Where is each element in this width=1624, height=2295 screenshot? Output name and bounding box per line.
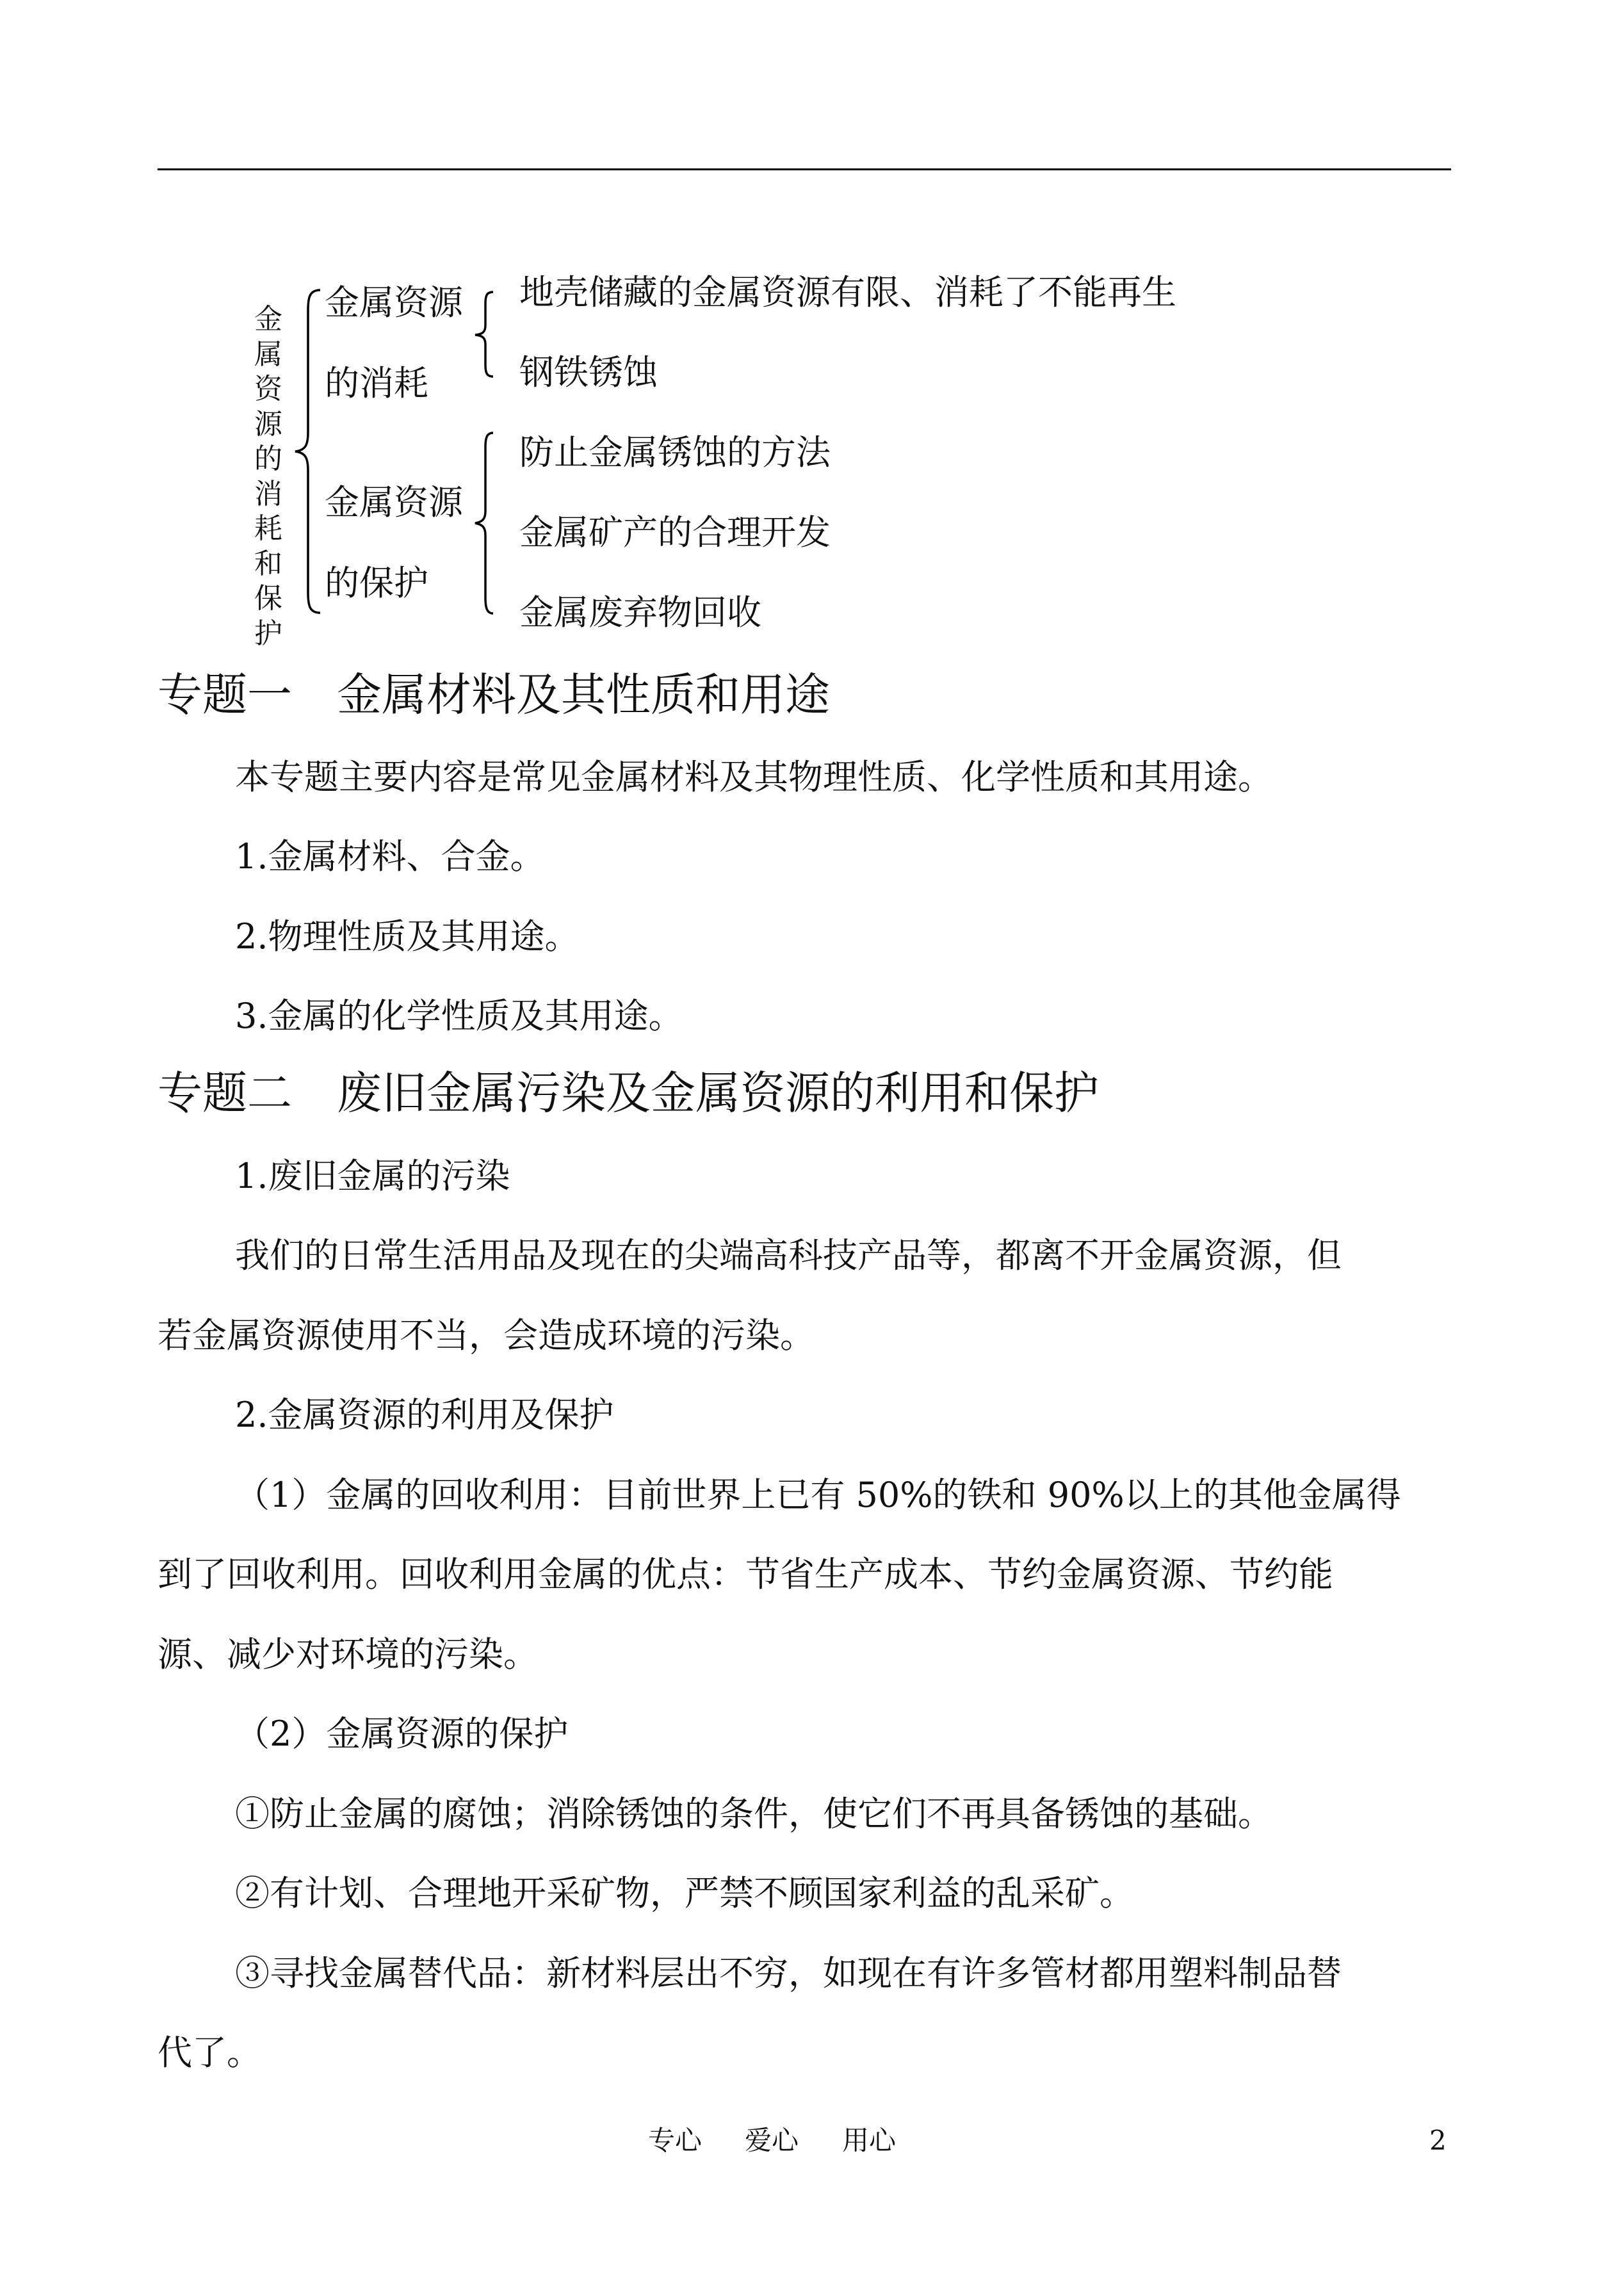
branch2-label-line2: 的保护 [325, 563, 428, 603]
header-rule [158, 168, 1451, 170]
footer-motto-1: 专心 [648, 2125, 702, 2156]
page-number: 2 [1429, 2125, 1447, 2156]
branch2-item-1: 防止金属锈蚀的方法 [519, 432, 831, 473]
branch2-item-2: 金属矿产的合理开发 [519, 512, 831, 553]
branch1-brace [469, 289, 501, 379]
topic1-item-2: 2.物理性质及其用途。 [235, 916, 580, 957]
topic2-paragraph-2-line-1: （1）金属的回收利用：目前世界上已有 50%的铁和 90%以上的其他金属得 [235, 1475, 1401, 1515]
footer-motto-3: 用心 [842, 2125, 897, 2156]
branch2-label-line1: 金属资源 [325, 482, 463, 523]
topic1-item-3: 3.金属的化学性质及其用途。 [235, 996, 683, 1036]
footer-motto-2: 爱心 [745, 2125, 799, 2156]
topic1-intro: 本专题主要内容是常见金属材料及其物理性质、化学性质和其用途。 [235, 757, 1272, 797]
topic2-subheading-3: （2）金属资源的保护 [235, 1714, 569, 1754]
branch1-item-1: 地壳储藏的金属资源有限、消耗了不能再生 [519, 272, 1176, 312]
topic2-subheading-2: 2.金属资源的利用及保护 [235, 1395, 614, 1435]
branch1-item-2: 钢铁锈蚀 [519, 352, 658, 393]
topic2-point-2: ②有计划、合理地开采矿物，严禁不顾国家利益的乱采矿。 [235, 1873, 1134, 1913]
topic2-point-1: ①防止金属的腐蚀；消除锈蚀的条件，使它们不再具备锈蚀的基础。 [235, 1794, 1272, 1834]
branch1-label-line1: 金属资源 [325, 282, 463, 323]
topic2-subheading-1: 1.废旧金属的污染 [235, 1156, 510, 1196]
topic2-paragraph-2-line-2: 到了回收利用。回收利用金属的优点：节省生产成本、节约金属资源、节约能 [158, 1554, 1333, 1594]
topic2-paragraph-1-line-1: 我们的日常生活用品及现在的尖端高科技产品等，都离不开金属资源，但 [235, 1235, 1342, 1276]
topic2-point-3-line-1: ③寻找金属替代品：新材料层出不穷，如现在有许多管材都用塑料制品替 [235, 1953, 1342, 1993]
topic2-paragraph-1-line-2: 若金属资源使用不当，会造成环境的污染。 [158, 1315, 815, 1356]
topic2-point-3-line-2: 代了。 [158, 2032, 261, 2073]
topic2-heading: 专题二 废旧金属污染及金属资源的利用和保护 [158, 1067, 1099, 1119]
topic1-item-1: 1.金属材料、合金。 [235, 836, 545, 877]
main-brace [291, 285, 330, 618]
tree-root-label: 金属资源的消耗和保护 [254, 303, 282, 650]
branch1-label-line2: 的消耗 [325, 363, 428, 403]
topic1-heading: 专题一 金属材料及其性质和用途 [158, 669, 830, 721]
branch2-brace [469, 430, 501, 616]
topic2-paragraph-2-line-3: 源、减少对环境的污染。 [158, 1634, 538, 1675]
branch2-item-3: 金属废弃物回收 [519, 592, 761, 633]
